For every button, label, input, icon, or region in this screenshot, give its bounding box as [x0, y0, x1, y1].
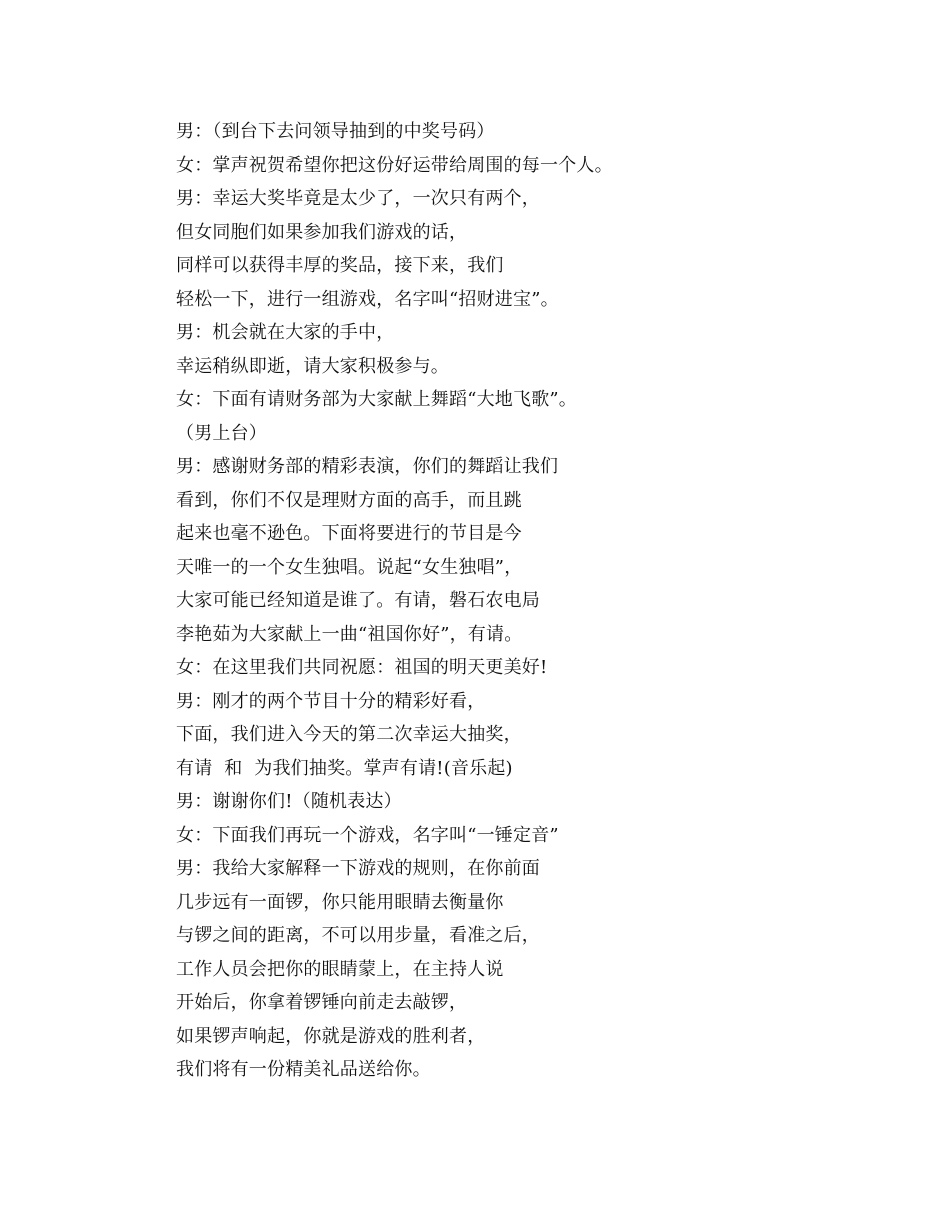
text-line-21: 男：谢谢你们!（随机表达） [176, 791, 402, 812]
text-line-22: 女：下面我们再玩一个游戏，名字叫“一锤定音” [176, 824, 559, 846]
text-line-12: 看到，你们不仅是理财方面的高手，而且跳 [176, 489, 522, 511]
text-line-15: 大家可能已经知道是谁了。有请，磐石农电局 [176, 590, 540, 611]
text-line-20: 有请 和 为我们抽奖。掌声有请!(音乐起) [176, 757, 513, 779]
text-line-3: 男：幸运大奖毕竟是太少了，一次只有两个， [176, 188, 540, 209]
text-line-7: 男：机会就在大家的手中， [176, 322, 395, 343]
text-line-11: 男：感谢财务部的精彩表演，你们的舞蹈让我们 [176, 456, 559, 477]
text-line-5: 同样可以获得丰厚的奖品，接下来，我们 [176, 255, 504, 276]
text-line-1: 男：（到台下去问领导抽到的中奖号码） [176, 121, 495, 142]
text-line-17: 女：在这里我们共同祝愿：祖国的明天更美好! [176, 657, 548, 678]
text-line-10: （男上台） [176, 422, 267, 444]
text-line-8: 幸运稍纵即逝，请大家积极参与。 [176, 355, 449, 377]
text-line-28: 如果锣声响起，你就是游戏的胜利者， [176, 1025, 486, 1047]
text-line-27: 开始后，你拿着锣锤向前走去敲锣， [176, 992, 468, 1013]
text-line-14: 天唯一的一个女生独唱。说起“女生独唱”， [176, 556, 523, 578]
text-line-26: 工作人员会把你的眼睛蒙上，在主持人说 [176, 958, 504, 980]
text-line-29: 我们将有一份精美礼品送给你。 [176, 1059, 431, 1080]
text-line-13: 起来也毫不逊色。下面将要进行的节目是今 [176, 523, 522, 544]
text-line-16: 李艳茹为大家献上一曲“祖国你好”，有请。 [176, 623, 523, 645]
text-line-6: 轻松一下，进行一组游戏，名字叫“招财进宝”。 [176, 288, 559, 310]
script-text-body [176, 115, 816, 1087]
text-line-19: 下面，我们进入今天的第二次幸运大抽奖， [176, 724, 522, 745]
text-line-24: 几步远有一面锣，你只能用眼睛去衡量你 [176, 891, 504, 913]
text-line-9: 女：下面有请财务部为大家献上舞蹈“大地飞歌”。 [176, 389, 578, 410]
text-line-4: 但女同胞们如果参加我们游戏的话， [176, 221, 468, 243]
text-line-23: 男：我给大家解释一下游戏的规则，在你前面 [176, 858, 540, 879]
text-line-25: 与锣之间的距离，不可以用步量，看准之后， [176, 925, 540, 946]
text-line-2: 女：掌声祝贺希望你把这份好运带给周围的每一个人。 [176, 154, 613, 176]
text-line-18: 男：刚才的两个节目十分的精彩好看， [176, 690, 486, 712]
